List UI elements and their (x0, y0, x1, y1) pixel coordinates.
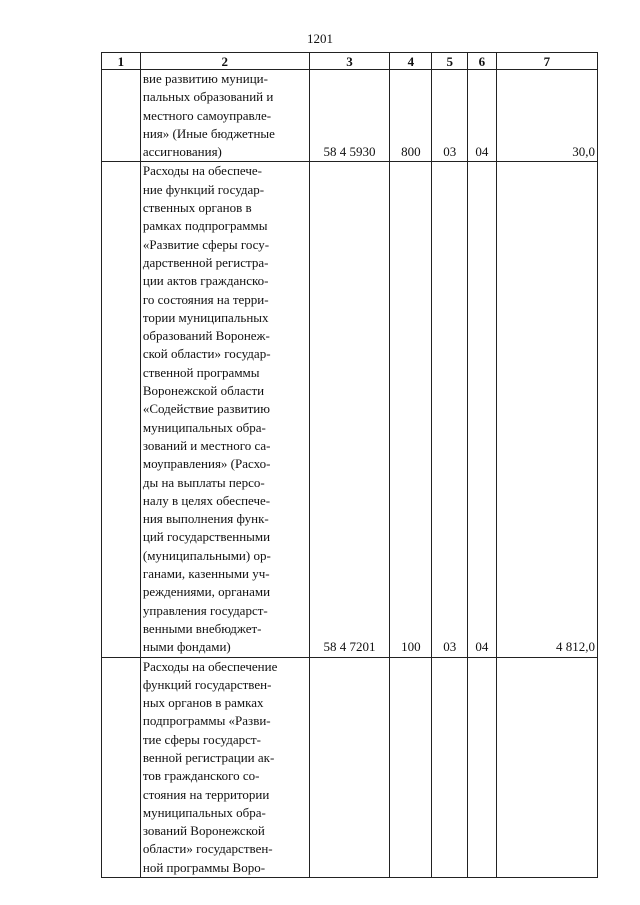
table-row (102, 657, 598, 878)
section-cell: 03 (432, 70, 468, 162)
amount-cell: 4 812,0 (496, 162, 597, 657)
amount-cell: 30,0 (496, 70, 597, 162)
table-header (102, 53, 598, 70)
expense-type-cell (390, 657, 432, 878)
subsection-cell: 04 (468, 70, 497, 162)
description-cell: Расходы на обеспече- ние функций государ- ственных органов в рамках подпрограммы «Развитие сферы госу- дарственной регистра- ции актов гражданско- го состояния на терри- тории муниципальных образований Воронеж- ской области» государ- ственной программы Воронежской области «Содействие развитию муниципальных обра- зований и местного са- моуправления» (Расхо- ды на выплаты персо- налу в целях обеспече- ния выполнения функ- ций государственными (муниципальными) ор- ганами, казенными уч- реждениями, органами управления государст- венными внебюджет- ными фондами) (140, 162, 309, 657)
header-col-3: 3 (309, 53, 390, 70)
target-code-cell: 58 4 5930 (309, 70, 390, 162)
header-col-5: 5 (432, 53, 468, 70)
table-row (102, 70, 598, 162)
description-cell: вие развитию муници- пальных образований и местного самоуправле- ния» (Иные бюджетные ассигнования) (140, 70, 309, 162)
subsection-cell (468, 657, 497, 878)
section-cell (432, 657, 468, 878)
header-col-1: 1 (102, 53, 141, 70)
row-number-cell (102, 162, 141, 657)
table-row (102, 162, 598, 657)
header-col-6: 6 (468, 53, 497, 70)
subsection-cell: 04 (468, 162, 497, 657)
header-row (102, 53, 598, 70)
target-code-cell (309, 657, 390, 878)
target-code-cell: 58 4 7201 (309, 162, 390, 657)
expense-type-cell: 800 (390, 70, 432, 162)
expense-type-cell: 100 (390, 162, 432, 657)
header-col-2: 2 (140, 53, 309, 70)
header-col-7: 7 (496, 53, 597, 70)
description-cell: Расходы на обеспечение функций государствен- ных органов в рамках подпрограммы «Разви- тие сферы государст- венной регистрации ак- тов гражданского со- стояния на территории муниципальных обра- зований Воронежской области» государствен- ной программы Воро- (140, 657, 309, 878)
page-number: 1201 (307, 31, 333, 46)
amount-cell (496, 657, 597, 878)
table-body (102, 70, 598, 878)
row-number-cell (102, 657, 141, 878)
section-cell: 03 (432, 162, 468, 657)
budget-table (101, 52, 598, 878)
header-col-4: 4 (390, 53, 432, 70)
row-number-cell (102, 70, 141, 162)
